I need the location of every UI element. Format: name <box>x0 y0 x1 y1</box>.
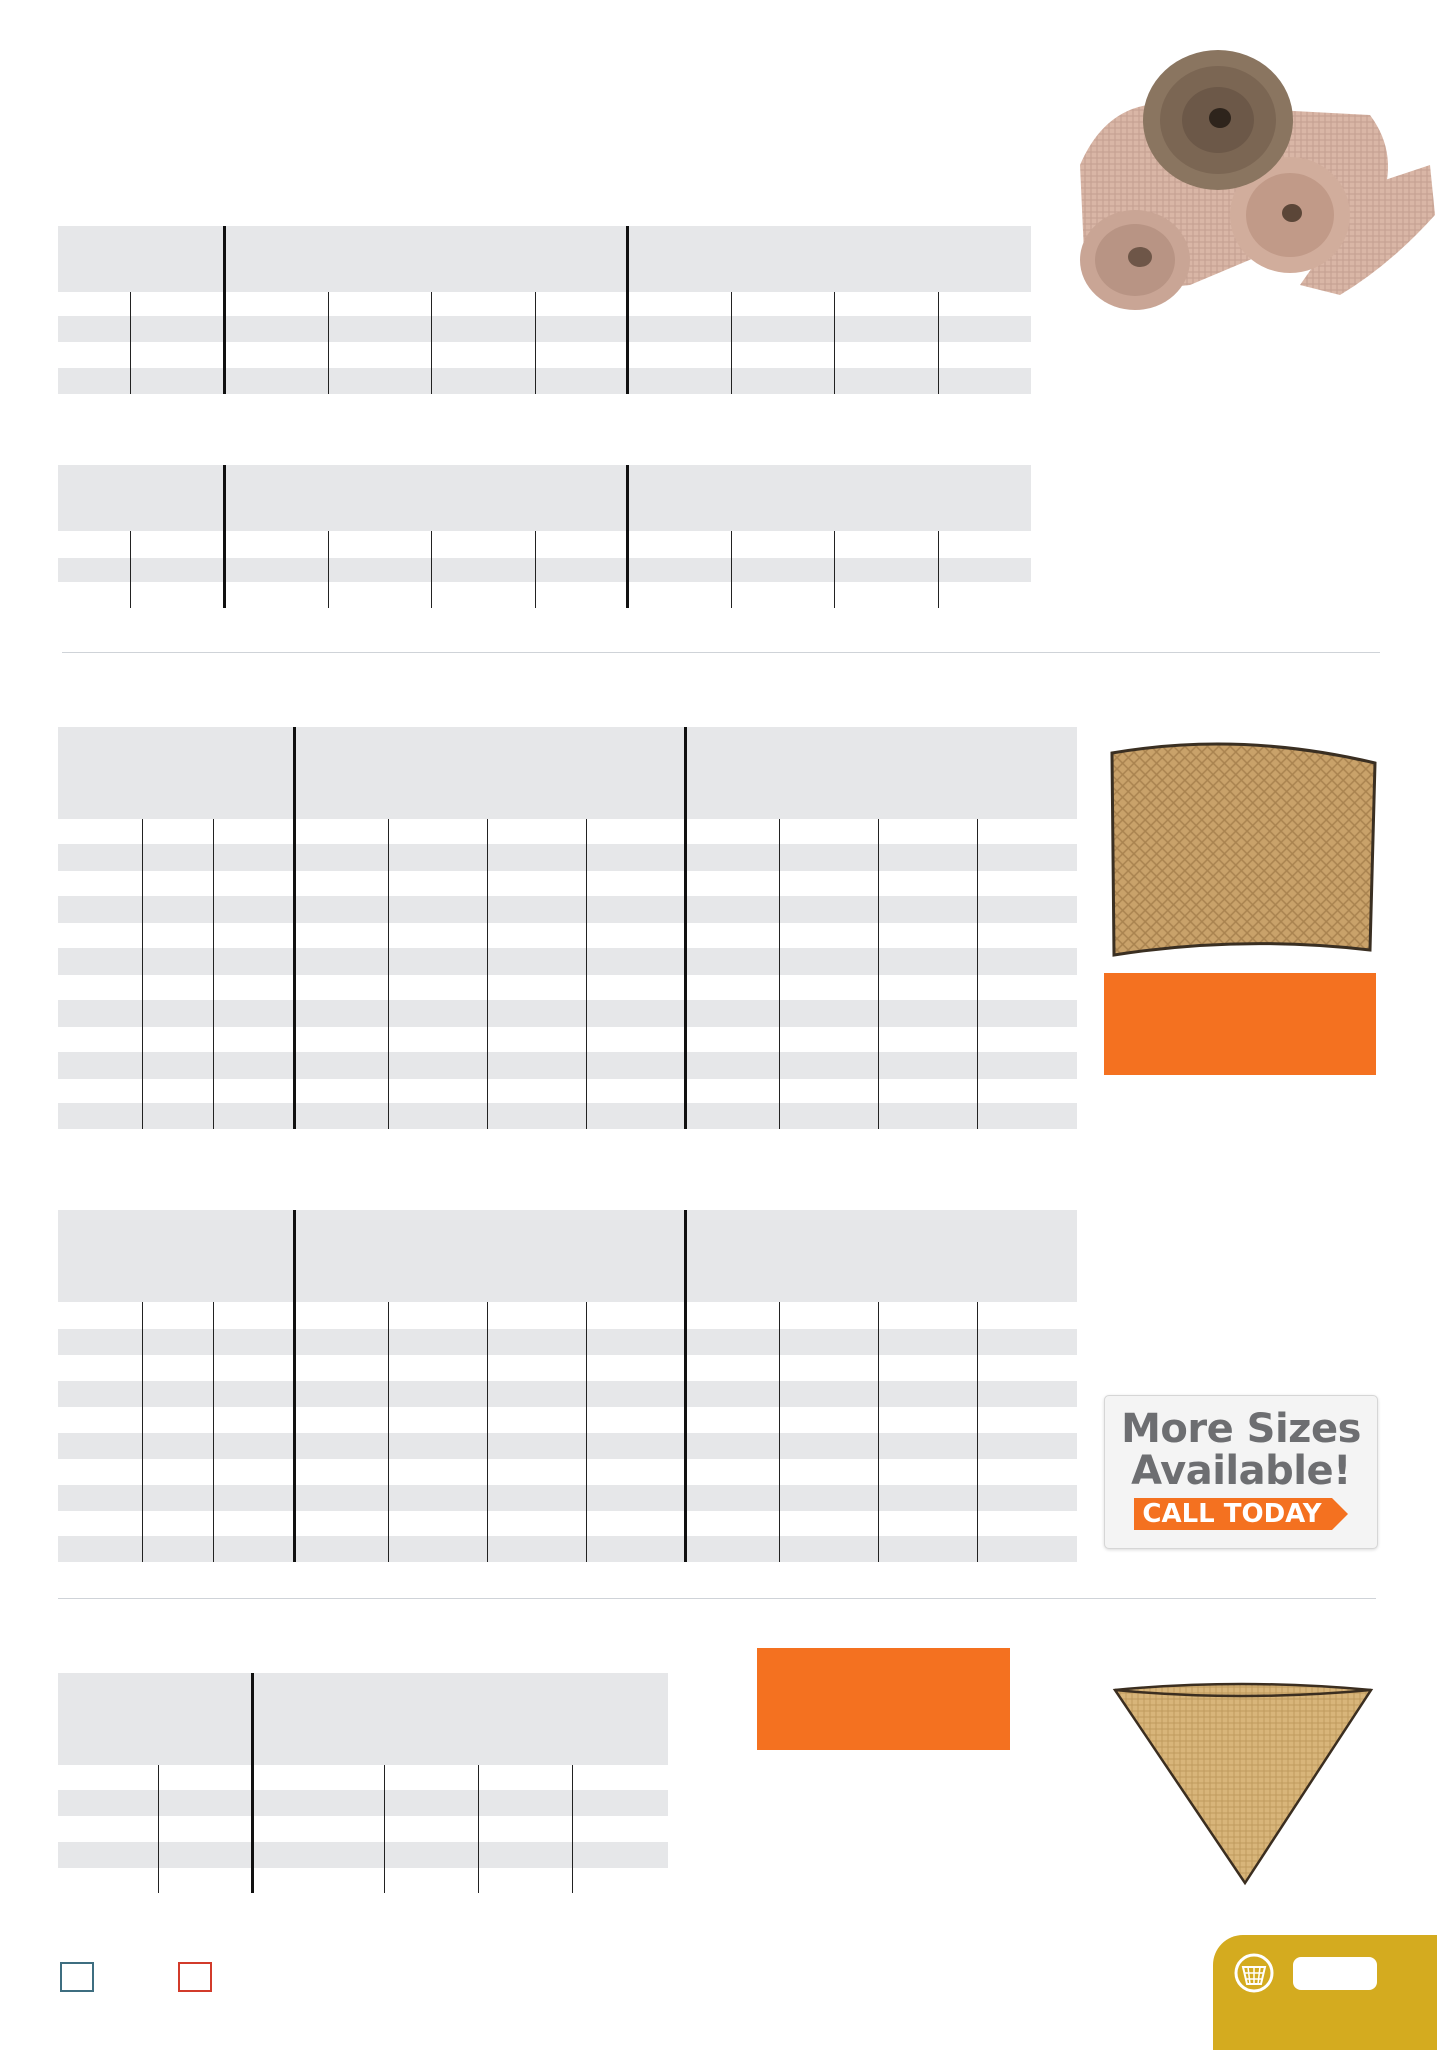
table-header <box>58 1673 668 1765</box>
burlap-square-photo <box>1100 735 1385 960</box>
table-row-band <box>58 368 1031 394</box>
table-row-band <box>58 1329 1077 1355</box>
table-row-band <box>58 1052 1077 1079</box>
section-divider <box>62 652 1380 653</box>
burlap-cone-photo <box>1105 1678 1375 1888</box>
table-header <box>58 465 1031 531</box>
table-row-band <box>58 896 1077 923</box>
page-number-pill <box>1293 1957 1377 1990</box>
table-row-band <box>58 1790 668 1816</box>
table-row-band <box>58 1433 1077 1459</box>
table-row-band <box>58 558 1031 582</box>
product-table-2 <box>58 465 1031 608</box>
table-row-band <box>58 316 1031 342</box>
product-table-1 <box>58 226 1031 394</box>
table-header <box>58 226 1031 292</box>
basket-logo-icon <box>1233 1952 1275 1994</box>
legend-square-blue <box>60 1962 94 1992</box>
table-row-band <box>58 1000 1077 1027</box>
promo-line-1: More Sizes <box>1121 1406 1361 1452</box>
legend-square-red <box>178 1962 212 1992</box>
table-row-band <box>58 1485 1077 1511</box>
product-table-4 <box>58 1210 1077 1562</box>
burlap-rolls-photo <box>1070 35 1437 320</box>
section-divider <box>58 1598 1376 1599</box>
page-tab <box>1213 1935 1437 2050</box>
table-row-band <box>58 1381 1077 1407</box>
table-row-band <box>58 948 1077 975</box>
product-table-3 <box>58 727 1077 1129</box>
product-table-5 <box>58 1673 668 1893</box>
table-header <box>58 727 1077 819</box>
table-row-band <box>58 1103 1077 1129</box>
table-row-band <box>58 1842 668 1868</box>
promo-line-2: Available! <box>1131 1448 1351 1494</box>
call-today-badge: CALL TODAY <box>1134 1498 1331 1530</box>
table-row-band <box>58 1536 1077 1562</box>
more-sizes-promo <box>1104 1395 1378 1549</box>
table-header <box>58 1210 1077 1302</box>
table-row-band <box>58 844 1077 871</box>
orange-banner <box>1104 973 1376 1075</box>
orange-banner <box>757 1648 1010 1750</box>
